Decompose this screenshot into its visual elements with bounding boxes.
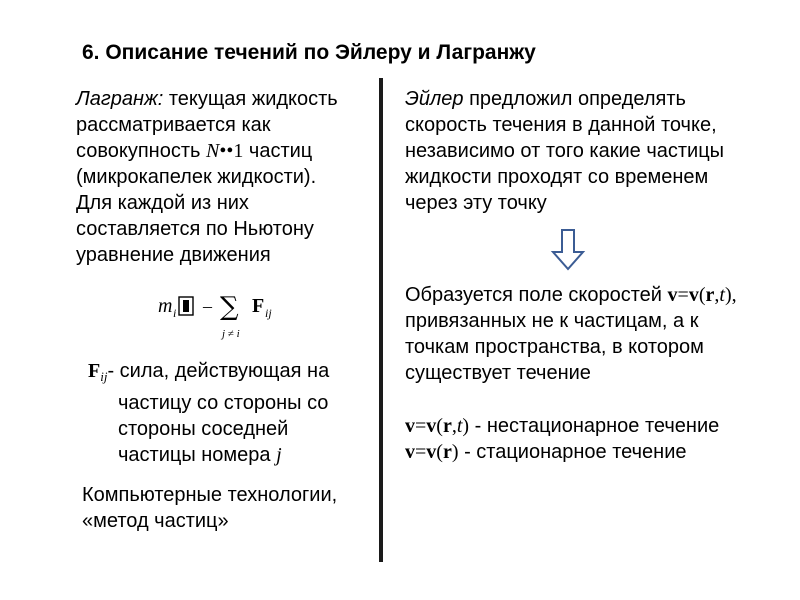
def1-open: (	[436, 415, 443, 437]
def1-text: - нестационарное течение	[469, 415, 720, 437]
force-line-4	[88, 442, 378, 468]
field-line-4: существует течение	[405, 362, 591, 384]
def2-open: (	[436, 441, 443, 463]
lagrange-line-3-post: частиц	[243, 140, 313, 162]
lagrange-line-3-pre: совокупность	[76, 140, 206, 162]
lagrange-n-symbol: N	[205, 140, 220, 162]
euler-description	[405, 86, 785, 216]
euler-line-1	[405, 86, 785, 112]
lagrange-n-mid: ••1	[219, 140, 244, 162]
down-arrow-icon	[550, 228, 586, 272]
velocity-field-description	[405, 282, 795, 386]
def1-r: r	[442, 415, 452, 437]
force-line-1	[88, 358, 378, 390]
def2-v2: v	[426, 441, 437, 463]
def1-v2: v	[426, 415, 437, 437]
lagrange-line-5: Для каждой из них	[76, 192, 249, 214]
def2-eq: =	[415, 441, 427, 463]
field-line-3: точкам пространства, в котором	[405, 336, 704, 358]
field-line-2: привязанных не к частицам, а к	[405, 310, 699, 332]
field-paren-open: (	[698, 284, 706, 306]
field-v: v	[667, 284, 678, 306]
euler-line-1-text: предложил определять	[463, 88, 686, 110]
euler-line-5: через эту точку	[405, 192, 547, 214]
force-description	[88, 358, 378, 468]
slide-title: 6. Описание течений по Эйлеру и Лагранжу	[82, 41, 536, 64]
def1-eq: =	[415, 415, 427, 437]
equation-f: F	[252, 295, 265, 317]
field-line-1	[405, 282, 795, 308]
euler-line-4: жидкости проходят со временем	[405, 166, 709, 188]
newton-equation	[156, 285, 286, 345]
force-index-j: j	[276, 444, 282, 466]
def1-v: v	[405, 415, 415, 437]
force-line-4-pre: частицы номера	[118, 444, 277, 466]
field-t: t	[719, 284, 725, 306]
field-line-1-pre: Образуется поле скоростей	[405, 284, 668, 306]
equation-sum: ∑	[220, 292, 239, 322]
computer-line-2: «метод частиц»	[82, 510, 229, 532]
definition-unsteady	[405, 413, 795, 439]
def1-t: t	[456, 415, 463, 437]
lagrange-name: Лагранж:	[76, 88, 164, 110]
equation-f-sub: ij	[265, 306, 272, 320]
force-line-3: стороны соседней	[118, 418, 289, 440]
euler-line-3: независимо от того какие частицы	[405, 140, 725, 162]
computer-methods-note	[82, 482, 382, 534]
force-symbol-sub: ij	[100, 369, 108, 384]
field-v2: v	[688, 284, 699, 306]
lagrange-line-3	[76, 138, 376, 164]
def1-comma: ,	[451, 415, 457, 437]
equation-minus: –	[203, 296, 212, 316]
lagrange-line-7: уравнение движения	[76, 244, 271, 266]
def2-r: r	[442, 441, 452, 463]
equation-sum-sub: j ≠ i	[222, 328, 240, 340]
lagrange-line-4: (микрокапелек жидкости).	[76, 166, 317, 188]
def2-close: )	[451, 441, 459, 463]
lagrange-description	[76, 86, 376, 268]
force-symbol: F	[88, 360, 101, 382]
def2-text: - стационарное течение	[458, 441, 687, 463]
field-paren-close: ),	[724, 284, 737, 306]
force-line-2: частицу со стороны со	[118, 392, 329, 414]
euler-name: Эйлер	[405, 88, 464, 110]
force-line-1-text: - сила, действующая на	[107, 360, 330, 382]
equation-m: m	[158, 295, 173, 317]
def1-close: )	[462, 415, 470, 437]
field-r: r	[705, 284, 715, 306]
def2-v: v	[405, 441, 415, 463]
lagrange-line-1-text: текущая жидкость	[163, 88, 338, 110]
field-comma: ,	[714, 284, 720, 306]
definition-steady	[405, 439, 795, 465]
equation-accel-fill	[183, 300, 189, 312]
lagrange-line-2: рассматривается как	[76, 114, 271, 136]
computer-line-1: Компьютерные технологии,	[82, 484, 338, 506]
flow-definitions	[405, 413, 795, 465]
lagrange-line-6: составляется по Ньютону	[76, 218, 314, 240]
equation-m-sub: i	[173, 306, 177, 320]
field-eq: =	[677, 284, 689, 306]
lagrange-line-1	[76, 86, 376, 112]
euler-line-2: скорость течения в данной точке,	[405, 114, 717, 136]
